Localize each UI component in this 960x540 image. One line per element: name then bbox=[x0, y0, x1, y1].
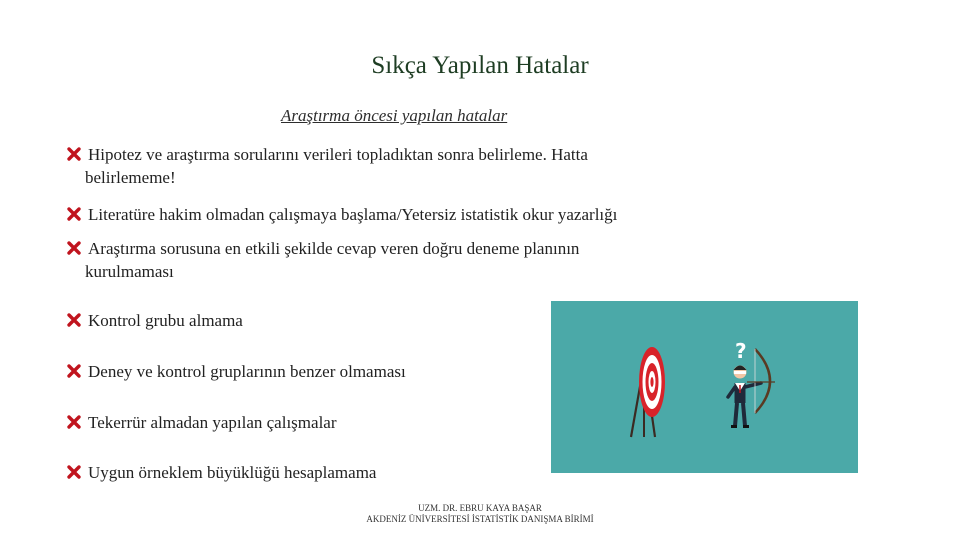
slide-title: Sıkça Yapılan Hatalar bbox=[371, 52, 589, 79]
x-mark-icon bbox=[66, 464, 82, 480]
list-item bbox=[66, 360, 406, 383]
question-mark-icon: ? bbox=[735, 339, 747, 363]
x-mark-icon bbox=[66, 414, 82, 430]
slide-subtitle: Araştırma öncesi yapılan hatalar bbox=[281, 106, 508, 125]
footer bbox=[0, 503, 960, 525]
list-item bbox=[66, 237, 579, 283]
list-item bbox=[66, 461, 376, 484]
x-mark-icon bbox=[66, 240, 82, 256]
target-icon bbox=[639, 347, 665, 417]
list-item-text: Literatüre hakim olmadan çalışmaya başlama/Yetersiz istatistik okur yazarlığı bbox=[88, 205, 618, 224]
list-item-text: Araştırma sorusuna en etkili şekilde cevap veren doğru deneme planının bbox=[88, 239, 580, 258]
x-mark-icon bbox=[66, 146, 82, 162]
x-mark-icon bbox=[66, 312, 82, 328]
list-item-text-continued: belirlememe! bbox=[85, 168, 176, 187]
footer-institution: AKDENİZ ÜNİVERSİTESİ İSTATİSTİK DANIŞMA BİRİMİ bbox=[366, 514, 594, 524]
list-item-text: Deney ve kontrol gruplarının benzer olmaması bbox=[88, 362, 406, 381]
list-item-text: Uygun örneklem büyüklüğü hesaplamama bbox=[88, 463, 377, 482]
illustration-background bbox=[551, 301, 858, 473]
list-item bbox=[66, 203, 617, 226]
archer-missing-target-illustration bbox=[551, 301, 858, 473]
list-item-text: Tekerrür almadan yapılan çalışmalar bbox=[88, 413, 337, 432]
x-mark-icon bbox=[66, 206, 82, 222]
list-item-text: Kontrol grubu almama bbox=[88, 311, 243, 330]
list-item bbox=[66, 309, 243, 332]
list-item bbox=[66, 411, 337, 434]
x-mark-icon bbox=[66, 363, 82, 379]
footer-author: UZM. DR. EBRU KAYA BAŞAR bbox=[418, 503, 542, 513]
list-item-text-continued: kurulmaması bbox=[85, 262, 174, 281]
list-item bbox=[66, 143, 588, 189]
list-item-text: Hipotez ve araştırma sorularını verileri topladıktan sonra belirleme. Hatta bbox=[88, 145, 588, 164]
